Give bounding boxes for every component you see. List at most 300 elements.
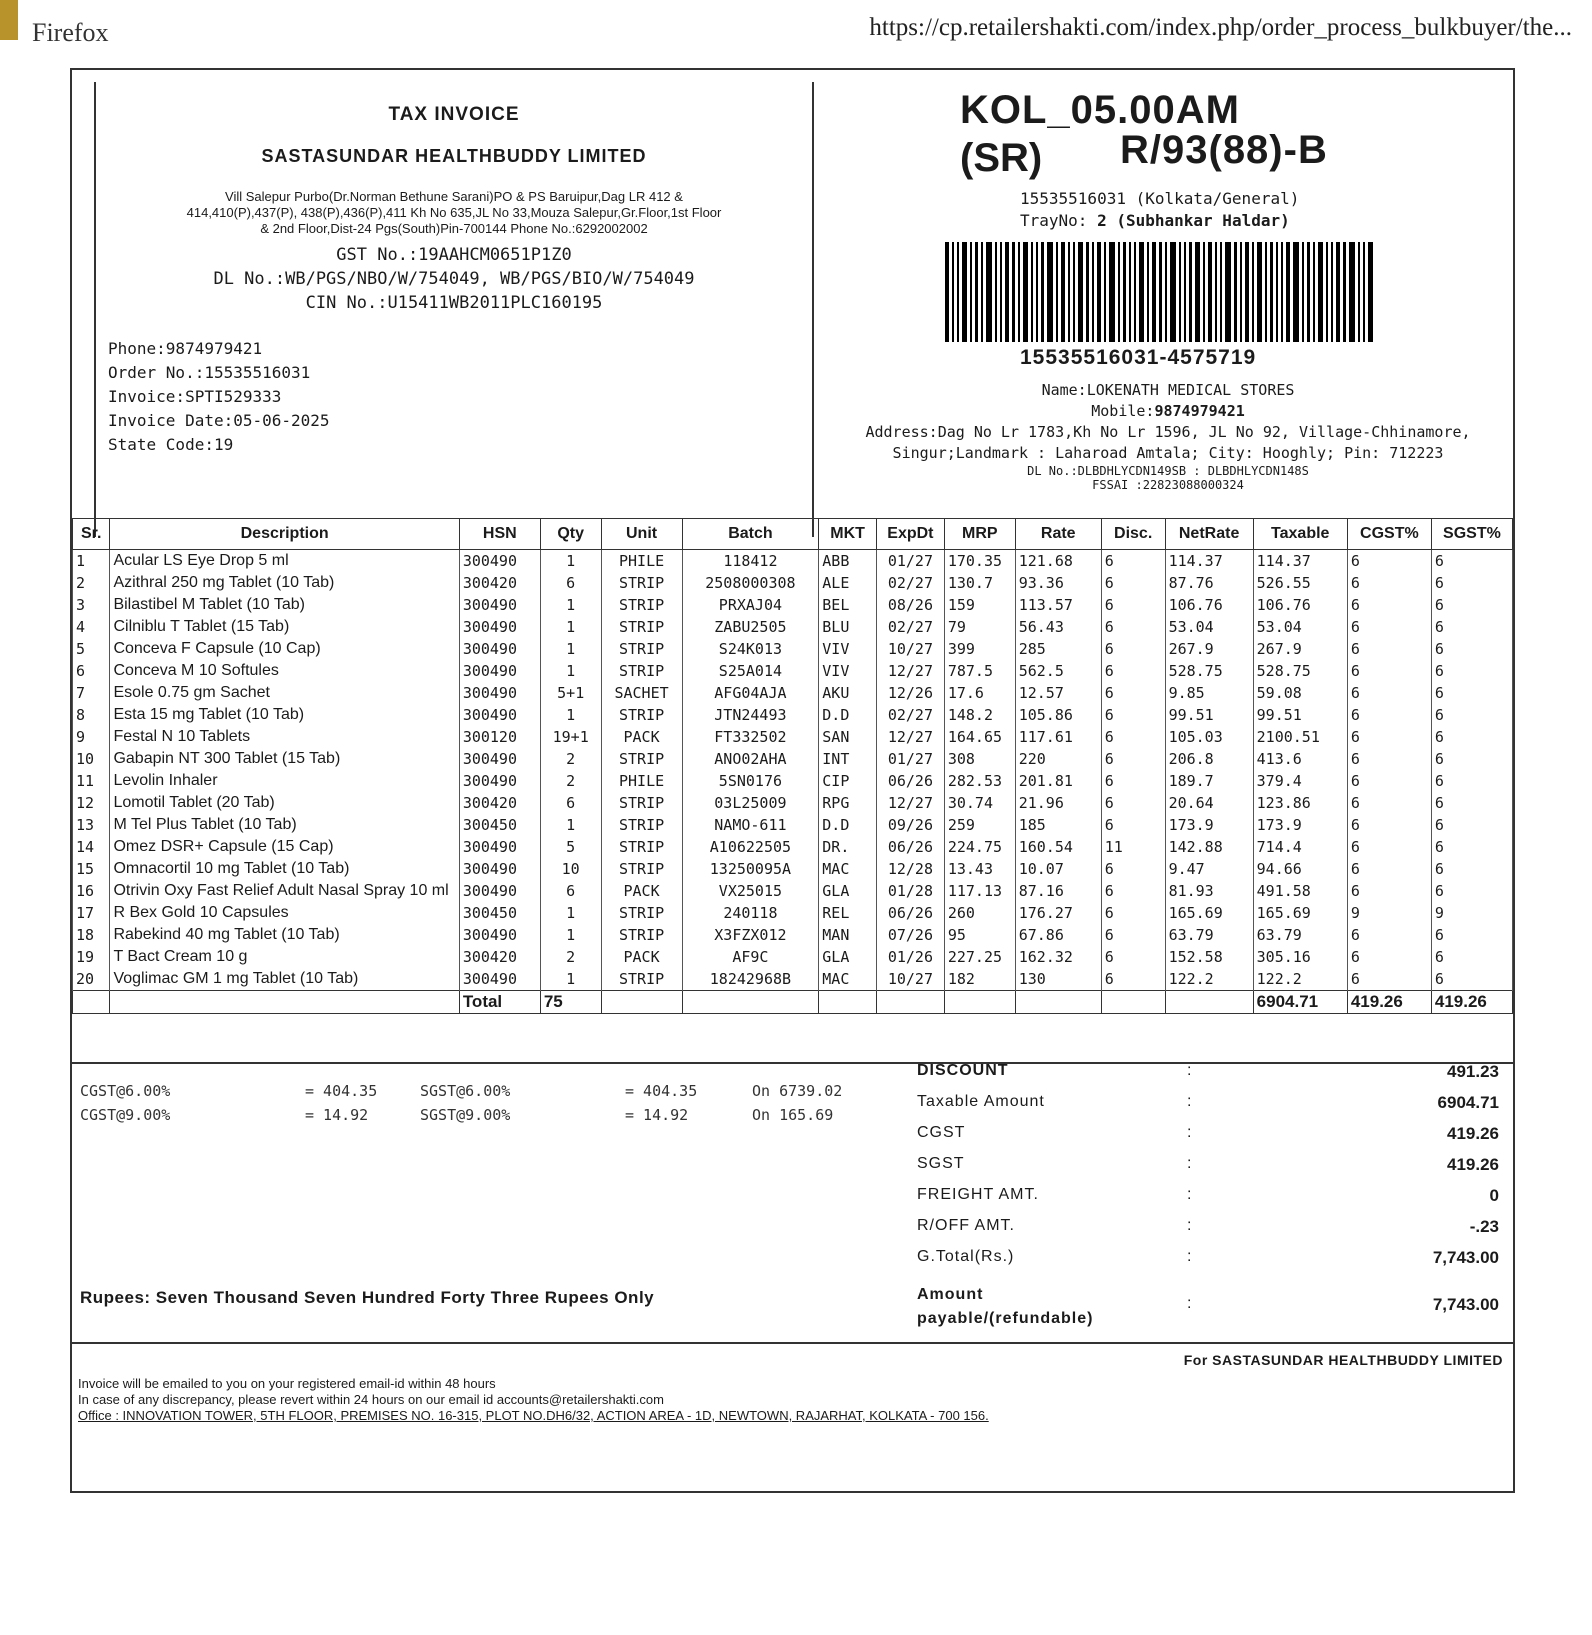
col-taxable-cell: 99.51 — [1253, 704, 1347, 726]
col-batch-cell: NAMO-611 — [682, 814, 819, 836]
invoice-meta — [108, 337, 330, 457]
barcode-bar — [1134, 242, 1136, 342]
col-sgst-cell: 6 — [1431, 726, 1512, 748]
col-netrate-cell: 114.37 — [1165, 550, 1253, 573]
total-row — [73, 991, 1513, 1014]
col-sgst-cell: 9 — [1431, 902, 1512, 924]
col-expdt-cell: 02/27 — [876, 572, 944, 594]
table-row — [73, 748, 1513, 770]
col-cgst-cell: 6 — [1347, 814, 1431, 836]
col-rate-cell: 56.43 — [1015, 616, 1101, 638]
col-expdt-cell: 06/26 — [876, 770, 944, 792]
payable-row — [917, 1283, 1507, 1333]
sgst-amount: = 14.92 — [625, 1106, 689, 1124]
barcode-bar — [1129, 242, 1131, 342]
col-mkt-header: MKT — [819, 519, 877, 550]
mobile-label: Mobile: — [1091, 402, 1155, 420]
col-qty-cell: 1 — [540, 594, 601, 616]
order-number: Order No.:15535516031 — [108, 363, 311, 382]
col-netrate-cell: 206.8 — [1165, 748, 1253, 770]
col-netrate-cell: 63.79 — [1165, 924, 1253, 946]
col-mrp-cell: 260 — [944, 902, 1015, 924]
total-empty-cell — [601, 991, 682, 1014]
col-description-cell: Omez DSR+ Capsule (15 Cap) — [110, 836, 459, 858]
barcode-bar — [1368, 242, 1373, 342]
col-description-cell: Azithral 250 mg Tablet (10 Tab) — [110, 572, 459, 594]
col-taxable-cell: 491.58 — [1253, 880, 1347, 902]
col-cgst-cell: 6 — [1347, 946, 1431, 968]
col-mrp-cell: 30.74 — [944, 792, 1015, 814]
col-netrate-cell: 20.64 — [1165, 792, 1253, 814]
col-unit-cell: STRIP — [601, 616, 682, 638]
col-sgst-cell: 6 — [1431, 946, 1512, 968]
col-description-cell: R Bex Gold 10 Capsules — [110, 902, 459, 924]
col-disc-cell: 6 — [1101, 726, 1165, 748]
col-description-cell: Cilniblu T Tablet (15 Tab) — [110, 616, 459, 638]
total-taxable: 6904.71 — [1253, 991, 1347, 1014]
table-row — [73, 946, 1513, 968]
taxable-base: On 165.69 — [752, 1106, 834, 1124]
col-rate-cell: 93.36 — [1015, 572, 1101, 594]
col-cgst-header: CGST% — [1347, 519, 1431, 550]
barcode-bar — [1331, 242, 1333, 342]
col-description-cell: T Bact Cream 10 g — [110, 946, 459, 968]
amount-in-words: Rupees: Seven Thousand Seven Hundred Forty Three Rupees Only — [80, 1288, 655, 1307]
col-hsn-cell: 300420 — [459, 792, 540, 814]
col-sr-cell: 20 — [73, 968, 110, 991]
barcode-bar — [1147, 242, 1149, 342]
col-rate-cell: 185 — [1015, 814, 1101, 836]
barcode-bar — [1036, 242, 1038, 342]
col-cgst-cell: 6 — [1347, 726, 1431, 748]
col-netrate-cell: 53.04 — [1165, 616, 1253, 638]
barcode-bar — [1307, 242, 1310, 342]
summary-label: SGST — [917, 1155, 965, 1172]
barcode-bar — [1318, 242, 1323, 342]
col-disc-cell: 6 — [1101, 748, 1165, 770]
col-sgst-cell: 6 — [1431, 770, 1512, 792]
col-batch-cell: 240118 — [682, 902, 819, 924]
barcode-bar — [1159, 242, 1162, 342]
col-sgst-cell: 6 — [1431, 594, 1512, 616]
page-url[interactable]: https://cp.retailershakti.com/index.php/order_process_bulkbuyer/the... — [869, 14, 1572, 41]
col-description-cell: Bilastibel M Tablet (10 Tab) — [110, 594, 459, 616]
col-batch-cell: ZABU2505 — [682, 616, 819, 638]
col-mrp-cell: 224.75 — [944, 836, 1015, 858]
col-netrate-cell: 81.93 — [1165, 880, 1253, 902]
dl-number: DL No.:WB/PGS/NBO/W/754049, WB/PGS/BIO/W/754049 — [213, 269, 695, 289]
col-netrate-cell: 105.03 — [1165, 726, 1253, 748]
summary-value: 491.23 — [1447, 1062, 1499, 1081]
col-taxable-cell: 106.76 — [1253, 594, 1347, 616]
col-unit-cell: STRIP — [601, 660, 682, 682]
col-mkt-cell: BLU — [819, 616, 877, 638]
summary-label: DISCOUNT — [917, 1062, 1009, 1079]
col-sr-cell: 16 — [73, 880, 110, 902]
col-mrp-header: MRP — [944, 519, 1015, 550]
table-row — [73, 572, 1513, 594]
signatory: For SASTASUNDAR HEALTHBUDDY LIMITED — [1183, 1352, 1503, 1368]
col-description-cell: Omnacortil 10 mg Tablet (10 Tab) — [110, 858, 459, 880]
col-taxable-cell: 123.86 — [1253, 792, 1347, 814]
total-empty-cell — [1165, 991, 1253, 1014]
col-expdt-cell: 01/28 — [876, 880, 944, 902]
col-hsn-cell: 300490 — [459, 616, 540, 638]
barcode-bar — [1234, 242, 1237, 342]
col-batch-cell: 2508000308 — [682, 572, 819, 594]
col-rate-cell: 67.86 — [1015, 924, 1101, 946]
barcode-bar — [1152, 242, 1156, 342]
summary-value: 419.26 — [1447, 1124, 1499, 1143]
col-netrate-cell: 106.76 — [1165, 594, 1253, 616]
col-cgst-cell: 6 — [1347, 968, 1431, 991]
col-description-cell: Esta 15 mg Tablet (10 Tab) — [110, 704, 459, 726]
col-unit-cell: SACHET — [601, 682, 682, 704]
col-batch-cell: S25A014 — [682, 660, 819, 682]
col-expdt-cell: 02/27 — [876, 704, 944, 726]
customer-address: Singur;Landmark : Laharoad Amtala; City: Hooghly; Pin: 712223 — [892, 444, 1444, 462]
barcode-bar — [1118, 242, 1120, 342]
col-sr-cell: 14 — [73, 836, 110, 858]
col-disc-cell: 6 — [1101, 594, 1165, 616]
barcode-bar — [1179, 242, 1181, 342]
col-taxable-cell: 528.75 — [1253, 660, 1347, 682]
col-expdt-cell: 09/26 — [876, 814, 944, 836]
customer-name: Name:LOKENATH MEDICAL STORES — [1041, 381, 1295, 399]
summary-label: R/OFF AMT. — [917, 1217, 1015, 1234]
col-sgst-cell: 6 — [1431, 858, 1512, 880]
barcode-text: 15535516031-4575719 — [1020, 346, 1257, 369]
barcode-bar — [962, 242, 967, 342]
barcode-bar — [1257, 242, 1262, 342]
barcode-bar — [1189, 242, 1192, 342]
col-mkt-cell: RPG — [819, 792, 877, 814]
barcode-bar — [1061, 242, 1065, 342]
browser-name: Firefox — [32, 18, 109, 47]
col-sr-cell: 5 — [73, 638, 110, 660]
barcode-bar — [1286, 242, 1290, 342]
col-mrp-cell: 259 — [944, 814, 1015, 836]
summary-row — [917, 1186, 1507, 1217]
col-taxable-cell: 526.55 — [1253, 572, 1347, 594]
col-batch-cell: ANO02AHA — [682, 748, 819, 770]
barcode-bar — [1139, 242, 1144, 342]
table-row — [73, 968, 1513, 991]
cgst-rate-label: CGST@9.00% — [80, 1106, 171, 1124]
summary-colon: : — [1187, 1062, 1192, 1079]
barcode-bar — [995, 242, 997, 342]
col-rate-cell: 105.86 — [1015, 704, 1101, 726]
col-mrp-cell: 399 — [944, 638, 1015, 660]
col-rate-cell: 113.57 — [1015, 594, 1101, 616]
address-line: Vill Salepur Purbo(Dr.Norman Bethune Sarani)PO & PS Baruipur,Dag LR 412 & — [225, 189, 683, 204]
col-mrp-cell: 79 — [944, 616, 1015, 638]
col-mkt-cell: ABB — [819, 550, 877, 573]
total-sgst: 419.26 — [1431, 991, 1512, 1014]
col-hsn-cell: 300490 — [459, 660, 540, 682]
table-row — [73, 638, 1513, 660]
col-unit-cell: PHILE — [601, 550, 682, 573]
col-taxable-cell: 267.9 — [1253, 638, 1347, 660]
col-description-cell: Conceva M 10 Softules — [110, 660, 459, 682]
col-hsn-cell: 300420 — [459, 946, 540, 968]
footer-notes — [78, 1376, 989, 1424]
col-batch-header: Batch — [682, 519, 819, 550]
summary-row — [917, 1155, 1507, 1186]
barcode-bar — [1123, 242, 1126, 342]
payable-value: 7,743.00 — [1432, 1295, 1499, 1314]
col-qty-cell: 1 — [540, 616, 601, 638]
customer-dl: DL No.:DLBDHLYCDN149SB : DLBDHLYCDN148S — [1027, 464, 1309, 478]
col-rate-cell: 562.5 — [1015, 660, 1101, 682]
col-sgst-cell: 6 — [1431, 682, 1512, 704]
col-batch-cell: VX25015 — [682, 880, 819, 902]
col-cgst-cell: 6 — [1347, 704, 1431, 726]
col-unit-cell: STRIP — [601, 968, 682, 991]
col-expdt-cell: 02/27 — [876, 616, 944, 638]
summary-value: 419.26 — [1447, 1155, 1499, 1174]
barcode-bar — [957, 242, 959, 342]
summary-value: 7,743.00 — [1432, 1248, 1499, 1267]
col-disc-cell: 6 — [1101, 550, 1165, 573]
summary-value: 6904.71 — [1437, 1093, 1499, 1112]
table-row — [73, 704, 1513, 726]
col-mkt-cell: GLA — [819, 880, 877, 902]
col-disc-cell: 6 — [1101, 792, 1165, 814]
col-sr-cell: 18 — [73, 924, 110, 946]
invoice-date: Invoice Date:05-06-2025 — [108, 411, 330, 430]
col-netrate-cell: 99.51 — [1165, 704, 1253, 726]
col-sgst-cell: 6 — [1431, 572, 1512, 594]
col-cgst-cell: 9 — [1347, 902, 1431, 924]
col-sr-cell: 6 — [73, 660, 110, 682]
col-qty-cell: 2 — [540, 770, 601, 792]
barcode-bar — [1225, 242, 1231, 342]
col-disc-cell: 6 — [1101, 572, 1165, 594]
cin-number: CIN No.:U15411WB2011PLC160195 — [305, 293, 603, 313]
office-address: Office : INNOVATION TOWER, 5TH FLOOR, PREMISES NO. 16-315, PLOT NO.DH6/32, ACTION AREA - 1D, NEWTOWN, RAJARHAT, KOLKATA - 700 156. — [78, 1408, 989, 1423]
summary-colon: : — [1187, 1248, 1192, 1265]
barcode-bar — [1336, 242, 1340, 342]
table-row — [73, 770, 1513, 792]
routing-block — [820, 70, 1510, 540]
payable-label-line: Amount — [917, 1286, 984, 1303]
col-hsn-cell: 300450 — [459, 902, 540, 924]
col-mkt-cell: MAC — [819, 858, 877, 880]
col-cgst-cell: 6 — [1347, 770, 1431, 792]
payable-label-line: payable/(refundable) — [917, 1310, 1094, 1327]
col-batch-cell: 13250095A — [682, 858, 819, 880]
col-sgst-cell: 6 — [1431, 836, 1512, 858]
col-expdt-cell: 12/27 — [876, 792, 944, 814]
col-unit-cell: STRIP — [601, 748, 682, 770]
col-sgst-cell: 6 — [1431, 880, 1512, 902]
col-hsn-cell: 300490 — [459, 594, 540, 616]
col-hsn-cell: 300490 — [459, 880, 540, 902]
col-taxable-header: Taxable — [1253, 519, 1347, 550]
col-disc-cell: 6 — [1101, 682, 1165, 704]
col-rate-cell: 285 — [1015, 638, 1101, 660]
summary-label: Taxable Amount — [917, 1093, 1045, 1110]
col-taxable-cell: 63.79 — [1253, 924, 1347, 946]
col-disc-cell: 6 — [1101, 638, 1165, 660]
seller-phone: Phone:9874979421 — [108, 339, 263, 358]
col-rate-cell: 176.27 — [1015, 902, 1101, 924]
barcode-bar — [1313, 242, 1315, 342]
barcode-bar — [1018, 242, 1020, 342]
divider — [72, 1342, 1513, 1344]
barcode-bar — [1023, 242, 1028, 342]
barcode-bar — [1195, 242, 1200, 342]
total-cgst: 419.26 — [1347, 991, 1431, 1014]
col-mkt-cell: DR. — [819, 836, 877, 858]
col-expdt-cell: 06/26 — [876, 836, 944, 858]
col-expdt-cell: 07/26 — [876, 924, 944, 946]
col-unit-cell: PHILE — [601, 770, 682, 792]
summary-row — [917, 1093, 1507, 1124]
col-mrp-cell: 159 — [944, 594, 1015, 616]
summary-row — [917, 1062, 1507, 1093]
address-line: 414,410(P),437(P), 438(P),436(P),411 Kh No 635,JL No 33,Mouza Salepur,Gr.Floor,1st Floor — [186, 205, 722, 220]
summary-row — [917, 1217, 1507, 1248]
col-netrate-cell: 9.85 — [1165, 682, 1253, 704]
col-disc-cell: 6 — [1101, 770, 1165, 792]
col-sgst-cell: 6 — [1431, 550, 1512, 573]
col-netrate-header: NetRate — [1165, 519, 1253, 550]
total-empty-cell — [819, 991, 877, 1014]
col-sr-cell: 13 — [73, 814, 110, 836]
col-expdt-cell: 12/28 — [876, 858, 944, 880]
barcode-bar — [1326, 242, 1328, 342]
summary-label: CGST — [917, 1124, 966, 1141]
col-batch-cell: AF9C — [682, 946, 819, 968]
col-unit-cell: PACK — [601, 946, 682, 968]
col-sr-cell: 7 — [73, 682, 110, 704]
barcode-bar — [1078, 242, 1083, 342]
col-mrp-cell: 182 — [944, 968, 1015, 991]
col-netrate-cell: 9.47 — [1165, 858, 1253, 880]
barcode-bar — [1281, 242, 1283, 342]
barcode-bar — [1068, 242, 1070, 342]
summary-colon: : — [1187, 1186, 1192, 1203]
barcode-bar — [1252, 242, 1254, 342]
table-row — [73, 792, 1513, 814]
col-qty-cell: 1 — [540, 660, 601, 682]
col-description-cell: Levolin Inhaler — [110, 770, 459, 792]
col-mrp-cell: 17.6 — [944, 682, 1015, 704]
col-disc-cell: 6 — [1101, 660, 1165, 682]
col-unit-cell: STRIP — [601, 836, 682, 858]
barcode-bar — [1056, 242, 1058, 342]
col-netrate-cell: 152.58 — [1165, 946, 1253, 968]
barcode-bar — [1276, 242, 1278, 342]
col-cgst-cell: 6 — [1347, 748, 1431, 770]
tray-value: 2 (Subhankar Haldar) — [1097, 211, 1290, 230]
table-row — [73, 660, 1513, 682]
barcode-bar — [1208, 242, 1212, 342]
barcode-bar — [1203, 242, 1205, 342]
col-sr-cell: 2 — [73, 572, 110, 594]
col-disc-cell: 6 — [1101, 902, 1165, 924]
col-sgst-cell: 6 — [1431, 792, 1512, 814]
col-description-cell: Voglimac GM 1 mg Tablet (10 Tab) — [110, 968, 459, 991]
col-sr-cell: 15 — [73, 858, 110, 880]
col-qty-cell: 6 — [540, 792, 601, 814]
col-mkt-cell: VIV — [819, 660, 877, 682]
col-sr-cell: 9 — [73, 726, 110, 748]
order-city: 15535516031 (Kolkata/General) — [1020, 189, 1300, 208]
col-qty-cell: 1 — [540, 924, 601, 946]
sgst-rate-label: SGST@6.00% — [420, 1082, 511, 1100]
col-taxable-cell: 413.6 — [1253, 748, 1347, 770]
col-description-cell: Conceva F Capsule (10 Cap) — [110, 638, 459, 660]
col-sr-cell: 17 — [73, 902, 110, 924]
col-taxable-cell: 94.66 — [1253, 858, 1347, 880]
barcode-bar — [1000, 242, 1002, 342]
col-expdt-cell: 10/27 — [876, 638, 944, 660]
col-batch-cell: FT332502 — [682, 726, 819, 748]
customer-block — [828, 380, 1508, 492]
col-qty-cell: 1 — [540, 638, 601, 660]
barcode-bar — [1358, 242, 1360, 342]
col-taxable-cell: 122.2 — [1253, 968, 1347, 991]
col-expdt-cell: 01/27 — [876, 748, 944, 770]
barcode-bar — [1170, 242, 1176, 342]
table-row — [73, 924, 1513, 946]
col-hsn-cell: 300490 — [459, 704, 540, 726]
col-qty-cell: 10 — [540, 858, 601, 880]
col-expdt-cell: 10/27 — [876, 968, 944, 991]
barcode-bar — [945, 242, 949, 342]
col-unit-header: Unit — [601, 519, 682, 550]
col-cgst-cell: 6 — [1347, 572, 1431, 594]
col-description-cell: Esole 0.75 gm Sachet — [110, 682, 459, 704]
barcode-bar — [970, 242, 972, 342]
col-expdt-cell: 12/27 — [876, 726, 944, 748]
col-rate-cell: 12.57 — [1015, 682, 1101, 704]
col-taxable-cell: 59.08 — [1253, 682, 1347, 704]
items-table — [72, 518, 1513, 1014]
col-batch-cell: AFG04AJA — [682, 682, 819, 704]
col-mkt-cell: INT — [819, 748, 877, 770]
col-unit-cell: STRIP — [601, 572, 682, 594]
col-sr-cell: 10 — [73, 748, 110, 770]
summary-colon: : — [1187, 1155, 1192, 1172]
col-taxable-cell: 53.04 — [1253, 616, 1347, 638]
col-netrate-cell: 267.9 — [1165, 638, 1253, 660]
col-taxable-cell: 714.4 — [1253, 836, 1347, 858]
col-sr-cell: 4 — [73, 616, 110, 638]
col-mkt-cell: BEL — [819, 594, 877, 616]
col-batch-cell: 03L25009 — [682, 792, 819, 814]
state-code: State Code:19 — [108, 435, 234, 454]
col-mkt-cell: SAN — [819, 726, 877, 748]
barcode-bar — [1097, 242, 1101, 342]
customer-address: Address:Dag No Lr 1783,Kh No Lr 1596, JL No 92, Village-Chhinamore, — [865, 423, 1471, 441]
col-rate-cell: 201.81 — [1015, 770, 1101, 792]
col-taxable-cell: 379.4 — [1253, 770, 1347, 792]
col-disc-cell: 6 — [1101, 814, 1165, 836]
summary-colon: : — [1187, 1217, 1192, 1234]
table-row — [73, 550, 1513, 573]
col-expdt-cell: 06/26 — [876, 902, 944, 924]
table-row — [73, 726, 1513, 748]
col-mrp-cell: 13.43 — [944, 858, 1015, 880]
col-unit-cell: STRIP — [601, 924, 682, 946]
col-disc-header: Disc. — [1101, 519, 1165, 550]
col-expdt-cell: 01/26 — [876, 946, 944, 968]
barcode-bar — [1104, 242, 1106, 342]
